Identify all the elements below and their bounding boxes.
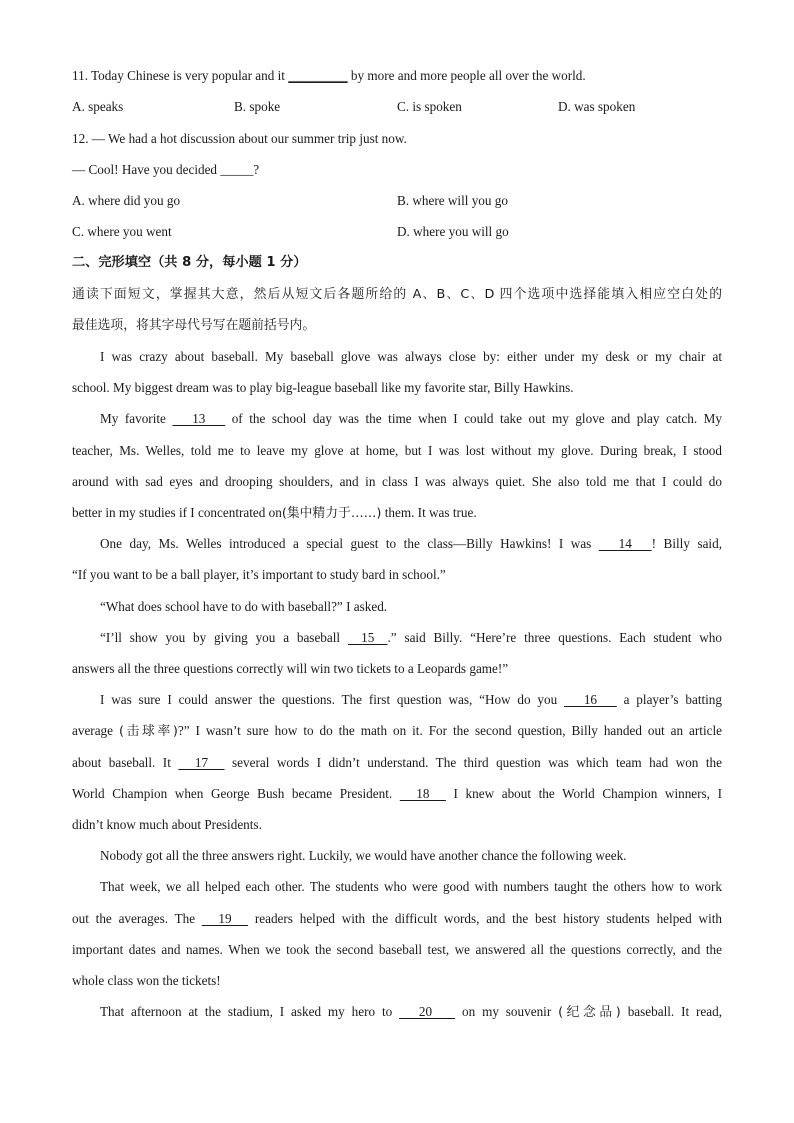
passage-p5-line-2: answers all the three questions correctly will win two tickets to a Leopards game!” <box>72 661 509 676</box>
section-instruction-line-1: 通读下面短文，掌握其大意，然后从短文后各题所给的 A、B、C、D 四个选项中选择能填入相应空白处的 <box>72 287 722 302</box>
question-12-reply: — Cool! Have you decided _____? <box>72 162 260 177</box>
passage-p7: Nobody got all the three answers right. Luckily, we would have another chance the following week. <box>100 848 627 863</box>
q11-text-before: 11. Today Chinese is very popular and it <box>72 68 289 83</box>
p6-l3-text-a: about baseball. It <box>72 755 179 770</box>
p8-l2-text-a: out the averages. The <box>72 911 202 926</box>
q12-option-d: D. where you will go <box>397 224 509 239</box>
q11-option-a: A. speaks <box>72 99 124 114</box>
p8-l2-text-b: readers helped with the difficult words, and the best history students helped with <box>248 911 722 926</box>
passage-p5-line-1 <box>100 629 722 647</box>
passage-p2-line-3: around with sad eyes and drooping shoulders, and in class I was always quiet. She also told me that I could do <box>72 474 722 489</box>
passage-p3-line-1 <box>100 535 722 553</box>
blank-18: 18 <box>399 786 446 801</box>
q12-option-c: C. where you went <box>72 224 172 239</box>
passage-p2-line-1 <box>100 410 722 428</box>
passage-p3-line-2: “If you want to be a ball player, it’s important to study bard in school.” <box>72 567 446 582</box>
q12-option-a: A. where did you go <box>72 193 181 208</box>
blank-14: 14 <box>598 536 652 551</box>
p9-text-b: on my souvenir <box>455 1004 559 1019</box>
passage-p6-line-4 <box>72 785 722 803</box>
p5-text-b: .” said Billy. “Here’re three questions. Each student who <box>387 630 722 645</box>
passage-p2-line-2: teacher, Ms. Welles, told me to leave my glove at home, but I was lost without my glove. During break, I stood <box>72 443 722 458</box>
q11-option-d: D. was spoken <box>558 99 636 114</box>
passage-p8-line-2 <box>72 910 722 928</box>
passage-p6-line-5: didn’t know much about Presidents. <box>72 817 262 832</box>
q11-blank: _________ <box>288 68 348 83</box>
passage-p6-line-3 <box>72 754 722 772</box>
p6-text-a: I was sure I could answer the questions. The first question was, “How do you <box>100 692 565 707</box>
p2-l4-text-a: better in my studies if I concentrated on <box>72 505 282 520</box>
p9-text-c: baseball. It read, <box>620 1004 722 1019</box>
passage-p6-line-2 <box>72 722 722 741</box>
p6-l3-text-b: several words I didn’t understand. The third question was which team had won the <box>224 755 722 770</box>
p6-l2-text-b: ?” I wasn’t sure how to do the math on it. For the second question, Billy handed out an article <box>177 723 722 738</box>
blank-17: 17 <box>178 755 225 770</box>
q11-option-b: B. spoke <box>234 99 281 114</box>
p6-l4-text-a: World Champion when George Bush became President. <box>72 786 400 801</box>
passage-p8-line-1: That week, we all helped each other. The students who were good with numbers taught the others how to work <box>100 879 722 894</box>
blank-15: 15 <box>347 630 388 645</box>
section-instruction-line-2: 最佳选项，将其字母代号写在题前括号内。 <box>72 318 316 333</box>
passage-p9-line-1 <box>100 1003 722 1022</box>
p6-l2-chinese-gloss: (击球率) <box>118 724 178 739</box>
question-12-stem: 12. — We had a hot discussion about our summer trip just now. <box>72 131 407 146</box>
p6-l2-text-a: average <box>72 723 119 738</box>
p2-l4-text-b: them. It was true. <box>381 505 477 520</box>
p9-chinese-gloss: (纪念品) <box>558 1005 621 1020</box>
p2-l4-chinese-gloss: (集中精力于……) <box>281 506 382 521</box>
p6-l4-text-b: I knew about the World Champion winners, I <box>445 786 722 801</box>
passage-p8-line-4: whole class won the tickets! <box>72 973 221 988</box>
p3-text-a: One day, Ms. Welles introduced a special guest to the class—Billy Hawkins! I was <box>100 536 599 551</box>
passage-p6-line-1 <box>100 691 722 709</box>
p2-text-a: My favorite <box>100 411 173 426</box>
passage-p2-line-4 <box>72 504 722 523</box>
p3-text-b: ! Billy said, <box>651 536 722 551</box>
passage-p8-line-3: important dates and names. When we took the second baseball test, we answered all the questions correctly, and the <box>72 942 722 957</box>
passage-p4: “What does school have to do with baseball?” I asked. <box>100 599 388 614</box>
blank-16: 16 <box>564 692 617 707</box>
passage-p1-line-1: I was crazy about baseball. My baseball glove was always close by: either under my desk or my chair at <box>100 349 722 364</box>
p2-text-b: of the school day was the time when I could take out my glove and play catch. My <box>225 411 722 426</box>
blank-19: 19 <box>201 911 249 926</box>
q12-option-b: B. where will you go <box>397 193 508 208</box>
blank-20: 20 <box>399 1004 456 1019</box>
p5-text-a: “I’ll show you by giving you a baseball <box>100 630 348 645</box>
blank-13: 13 <box>172 411 226 426</box>
q11-text-after: by more and more people all over the world. <box>347 68 586 83</box>
passage-p1-line-2: school. My biggest dream was to play big-league baseball like my favorite star, Billy Hawkins. <box>72 380 574 395</box>
section-heading: 二、完形填空（共 8 分，每小题 1 分） <box>72 255 307 270</box>
q11-option-c: C. is spoken <box>397 99 462 114</box>
question-11-stem <box>72 67 722 85</box>
p6-text-b: a player’s batting <box>616 692 722 707</box>
p9-text-a: That afternoon at the stadium, I asked my hero to <box>100 1004 400 1019</box>
